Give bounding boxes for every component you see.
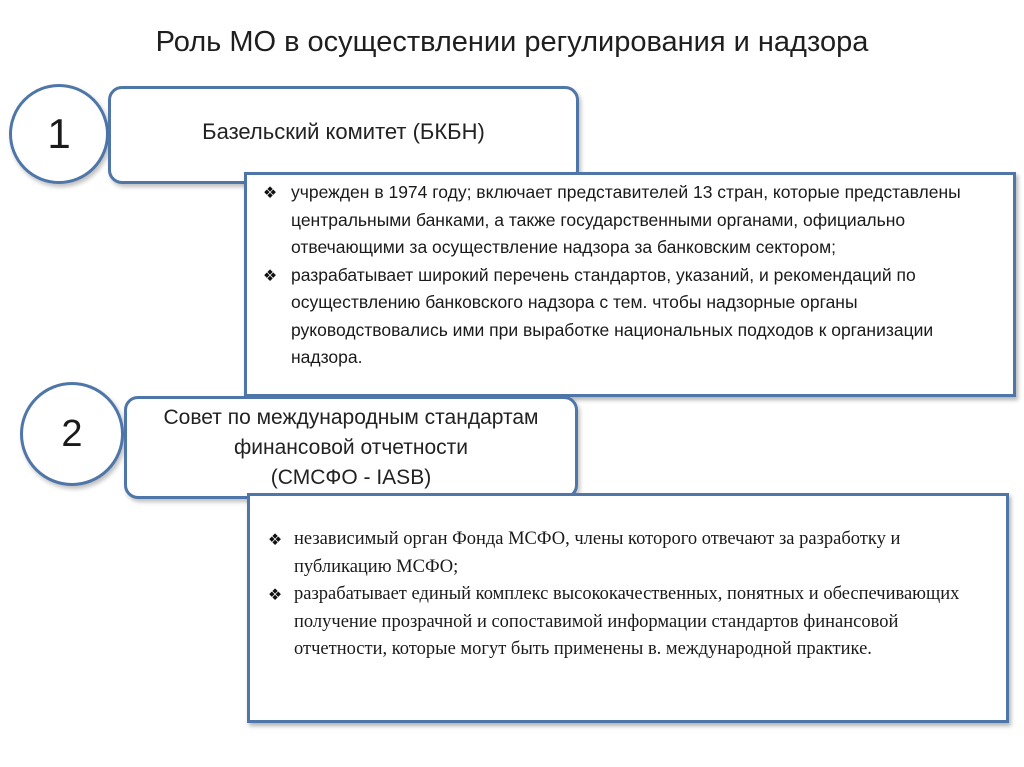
page-title: Роль МО в осуществлении регулирования и надзора bbox=[155, 26, 869, 58]
four-diamond-bullet-icon: ❖ bbox=[262, 183, 278, 202]
section-2-bullet-2-text: разрабатывает единый комплекс высококачественных, понятных и обеспечивающих получение прозрачной и сопоставимой информации стандартов финансовой отчетности, которые могут быть применены в. международной практике. bbox=[294, 584, 960, 659]
section-1-heading: Базельский комитет (БКБН) bbox=[202, 119, 485, 144]
section-2-description-box bbox=[247, 493, 1009, 723]
list-item bbox=[259, 262, 997, 372]
four-diamond-bullet-icon: ❖ bbox=[267, 530, 283, 549]
section-2-heading-line-3: (СМСФО - IASB) bbox=[270, 465, 432, 489]
section-2-number: 2 bbox=[61, 412, 83, 455]
section-1-number-circle bbox=[9, 84, 109, 184]
section-2-number-circle bbox=[20, 382, 124, 486]
section-1-description-box bbox=[244, 172, 1016, 397]
four-diamond-bullet-icon: ❖ bbox=[267, 585, 283, 604]
section-2-heading-line-1: Совет по международным стандартам bbox=[163, 405, 539, 429]
section-1-number: 1 bbox=[47, 110, 71, 157]
four-diamond-bullet-icon: ❖ bbox=[262, 265, 278, 285]
section-2-bullet-1-text: независимый орган Фонда МСФО, члены которого отвечают за разработку и публикацию МСФО; bbox=[294, 529, 901, 577]
list-item bbox=[259, 179, 997, 262]
section-2-heading-line-2: финансовой отчетности bbox=[234, 435, 468, 459]
section-1-heading-box bbox=[108, 86, 579, 184]
section-2-heading-box bbox=[124, 396, 578, 499]
section-1-bullet-1-text: учрежден в 1974 году; включает представителей 13 стран, которые представлены центральными банками, а также государственными органами, официально отвечающими за осуществление надзора за банковским сектором; bbox=[291, 182, 961, 257]
list-item bbox=[264, 526, 990, 581]
list-item bbox=[264, 581, 990, 664]
section-1-bullet-2-text: разрабатывает широкий перечень стандартов, указаний, и рекомендаций по осуществлению банковского надзора с тем. чтобы надзорные органы руководствовались ими при выработке национальных подходов к организации надзора. bbox=[291, 264, 934, 367]
